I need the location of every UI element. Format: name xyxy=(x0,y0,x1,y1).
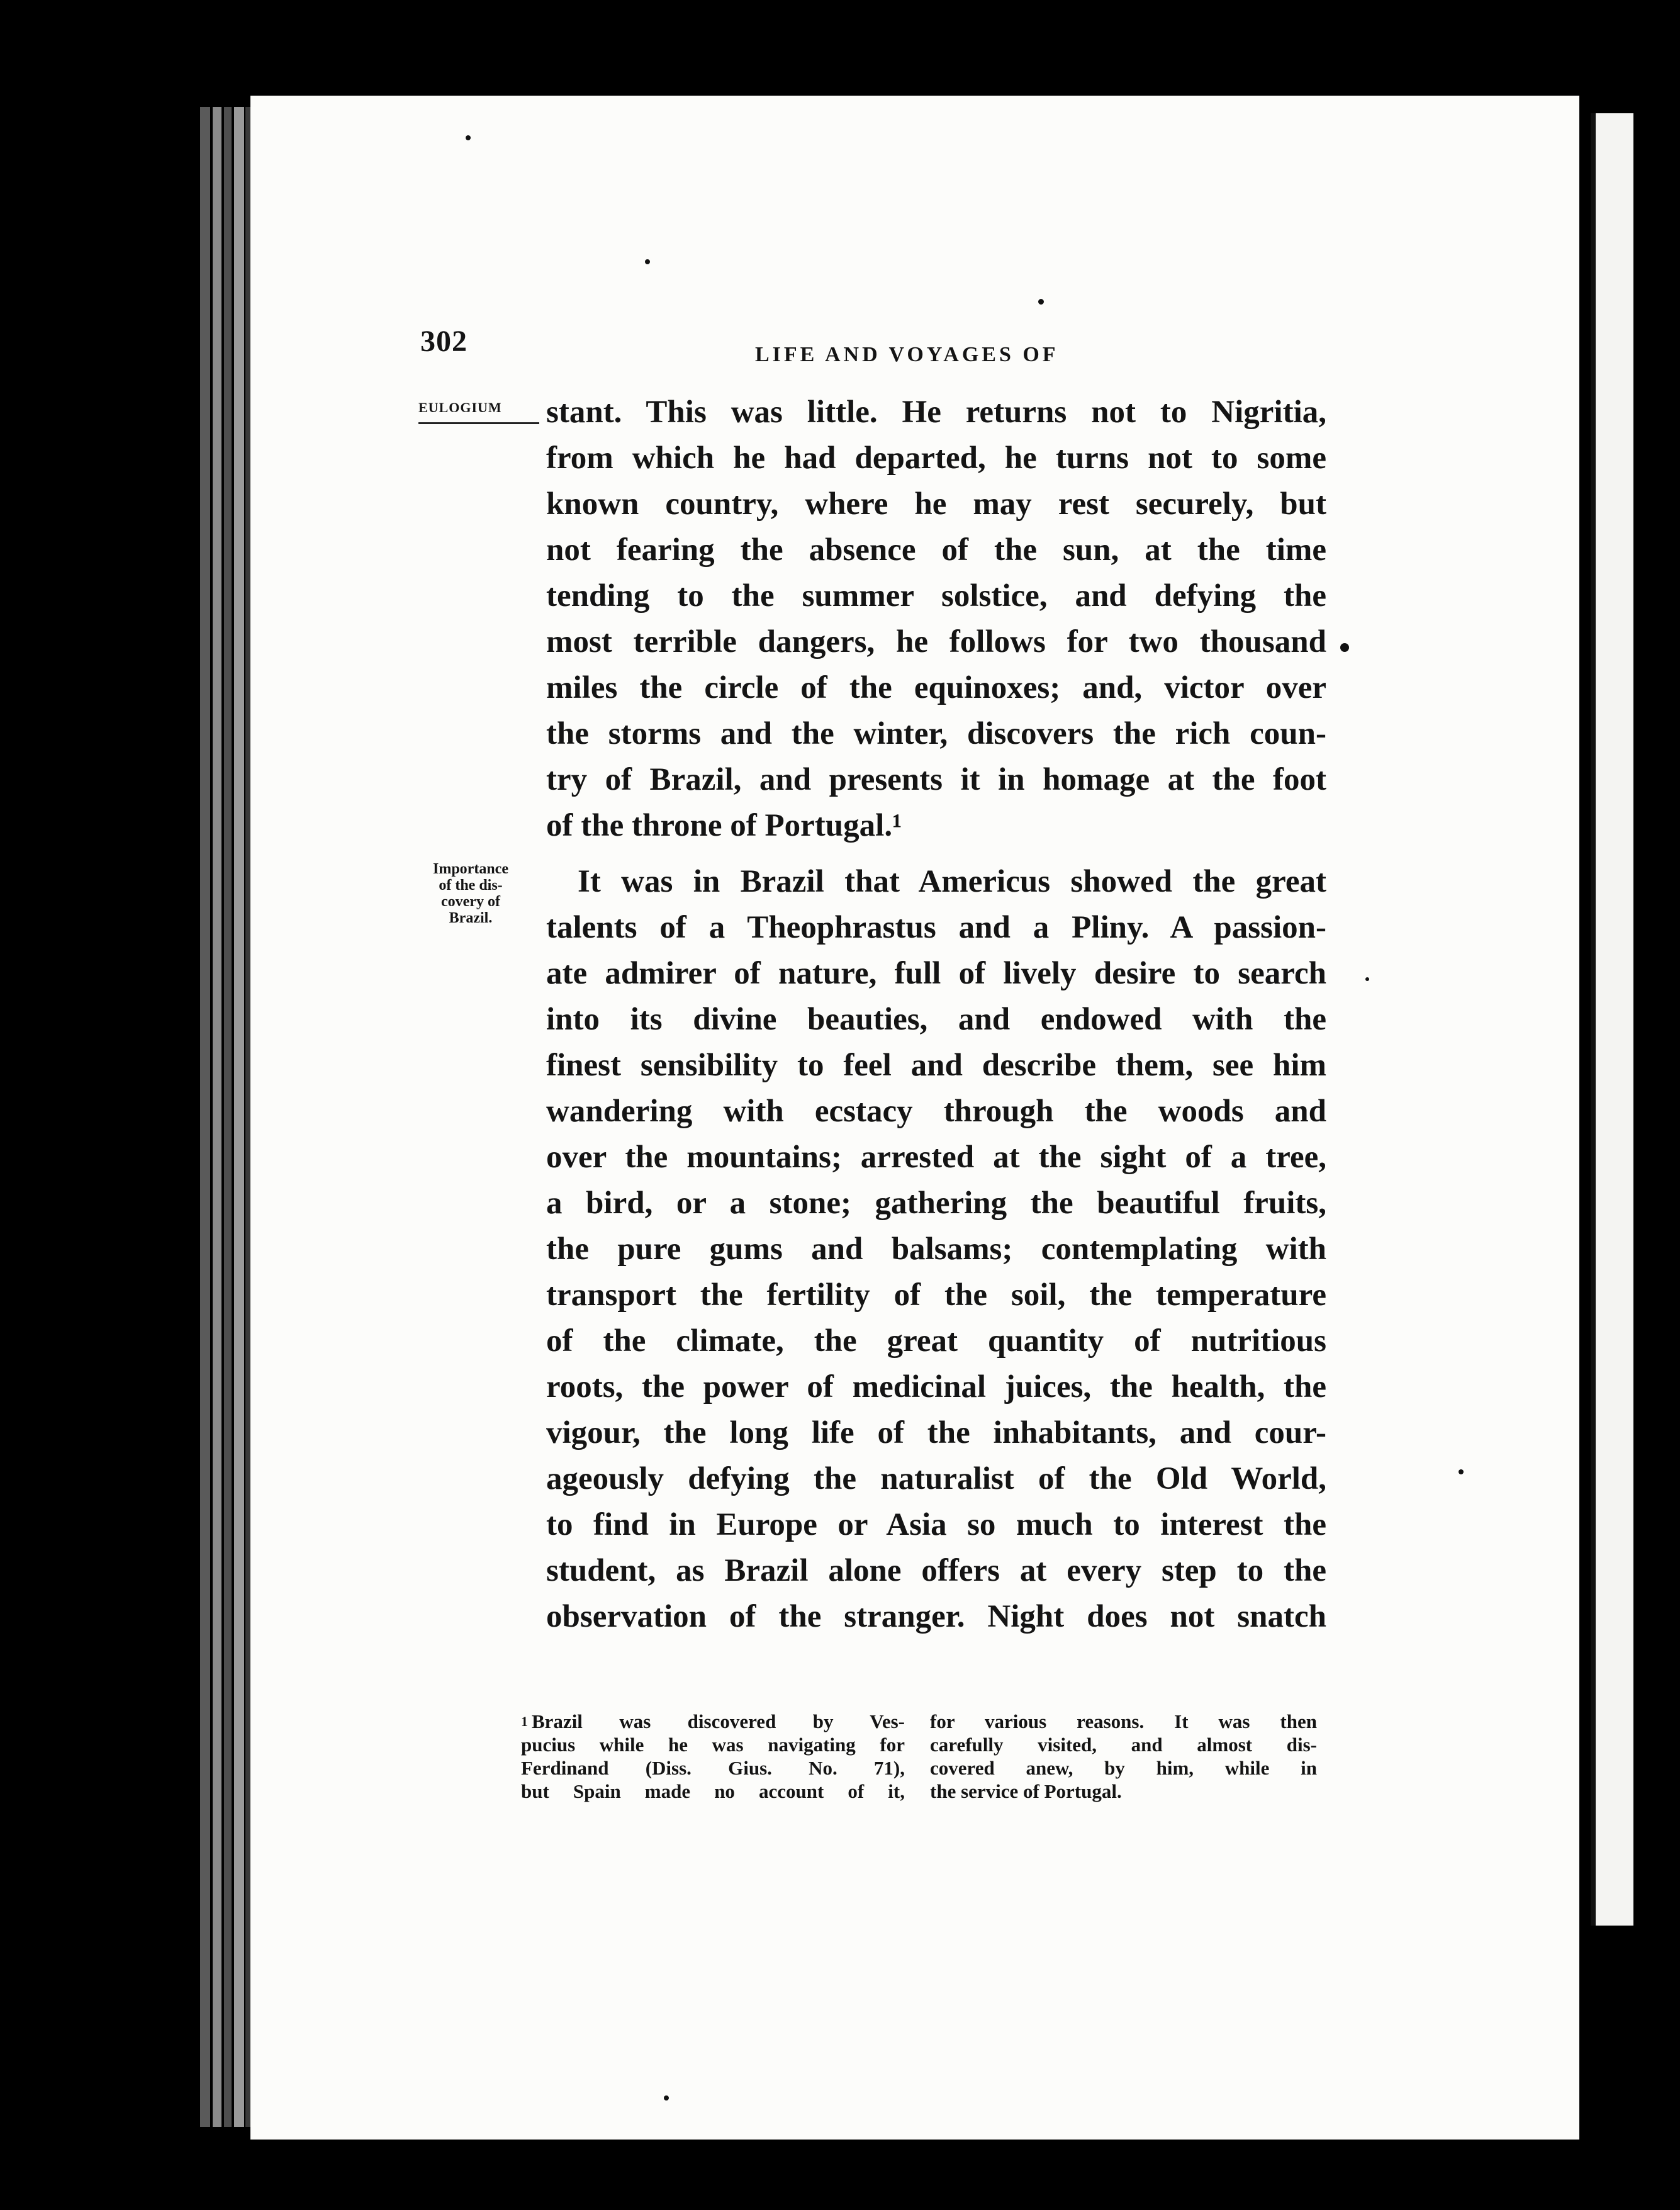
scan-speck xyxy=(466,135,471,140)
scan-border-top xyxy=(0,0,1680,94)
text-line: vigour, the long life of the inhabitants, and cour- xyxy=(546,1415,1326,1450)
text-line: roots, the power of medicinal juices, the health, the xyxy=(546,1369,1326,1405)
text-line: transport the fertility of the soil, the temperature xyxy=(546,1277,1326,1313)
text-line: talents of a Theophrastus and a Pliny. A passion- xyxy=(546,910,1326,945)
footnote-right-column xyxy=(930,1710,1317,1803)
footnote-line: covered anew, by him, while in xyxy=(930,1757,1317,1779)
margin-note-importance xyxy=(414,861,527,926)
text-line: wandering with ecstacy through the woods and xyxy=(546,1094,1326,1129)
footnote-line: the service of Portugal. xyxy=(930,1780,1122,1802)
scan-speck xyxy=(1340,643,1349,652)
page-edge xyxy=(213,107,221,2127)
scan-border-left xyxy=(0,0,189,2210)
page-edge xyxy=(200,107,210,2127)
text-line: tending to the summer solstice, and defying the xyxy=(546,578,1326,614)
page-number: 302 xyxy=(420,325,468,358)
page-edge xyxy=(245,107,250,2127)
text-line: observation of the stranger. Night does not snatch xyxy=(546,1599,1326,1634)
footnote-line xyxy=(521,1710,905,1733)
text-line: of the throne of Portugal.¹ xyxy=(546,808,902,843)
margin-note-line: of the dis- xyxy=(439,877,503,894)
text-line: a bird, or a stone; gathering the beautiful fruits, xyxy=(546,1186,1326,1221)
footnote-line: Ferdinand (Diss. Gius. No. 71), xyxy=(521,1757,905,1779)
text-line: ate admirer of nature, full of lively desire to search xyxy=(546,956,1326,991)
scan-speck xyxy=(645,259,650,264)
footnote-line: carefully visited, and almost dis- xyxy=(930,1734,1317,1756)
text-line: finest sensibility to feel and describe them, see him xyxy=(546,1048,1326,1083)
text-line: try of Brazil, and presents it in homage at the foot xyxy=(546,762,1326,797)
scan-speck xyxy=(1459,1469,1464,1474)
text-line: into its divine beauties, and endowed with the xyxy=(546,1002,1326,1037)
text-line: It was in Brazil that Americus showed the great xyxy=(578,864,1326,899)
margin-note-eulogium: EULOGIUM xyxy=(418,400,539,424)
footnote-line: for various reasons. It was then xyxy=(930,1710,1317,1732)
text-line: most terrible dangers, he follows for two thousand xyxy=(546,624,1326,659)
text-line: not fearing the absence of the sun, at the time xyxy=(546,532,1326,568)
page-edge xyxy=(224,107,232,2127)
scan-speck xyxy=(1365,977,1369,981)
text-line: from which he had departed, he turns not to some xyxy=(546,440,1326,476)
text-line: student, as Brazil alone offers at every step to the xyxy=(546,1553,1326,1588)
footnote-line: pucius while he was navigating for xyxy=(521,1734,905,1756)
text-line: of the climate, the great quantity of nutritious xyxy=(546,1323,1326,1359)
text-line: over the mountains; arrested at the sight of a tree, xyxy=(546,1140,1326,1175)
scan-border-bottom xyxy=(0,2140,1680,2210)
footnote-line: but Spain made no account of it, xyxy=(521,1780,905,1802)
margin-note-line: Brazil. xyxy=(449,910,493,926)
text-line: ageously defying the naturalist of the Old World, xyxy=(546,1461,1326,1496)
text-line: the storms and the winter, discovers the rich coun- xyxy=(546,716,1326,751)
footnote-left-column xyxy=(521,1710,905,1803)
footnote-marker: 1 xyxy=(521,1714,528,1729)
text-line: the pure gums and balsams; contemplating with xyxy=(546,1231,1326,1267)
scan-speck xyxy=(664,2095,669,2101)
text-line: known country, where he may rest securely, but xyxy=(546,486,1326,522)
text-line: to find in Europe or Asia so much to interest the xyxy=(546,1507,1326,1542)
scan-speck xyxy=(1038,299,1044,305)
footnote-text: Brazil was discovered by Ves- xyxy=(532,1710,905,1732)
running-head: LIFE AND VOYAGES OF xyxy=(755,343,1059,366)
facing-page-edge xyxy=(1596,113,1633,1926)
margin-note-line: Importance xyxy=(433,861,508,877)
book-binding xyxy=(1591,113,1596,1926)
text-line: miles the circle of the equinoxes; and, victor over xyxy=(546,670,1326,705)
text-line: stant. This was little. He returns not to Nigritia, xyxy=(546,395,1326,430)
margin-note-line: covery of xyxy=(441,894,500,910)
page-edge xyxy=(234,107,244,2127)
